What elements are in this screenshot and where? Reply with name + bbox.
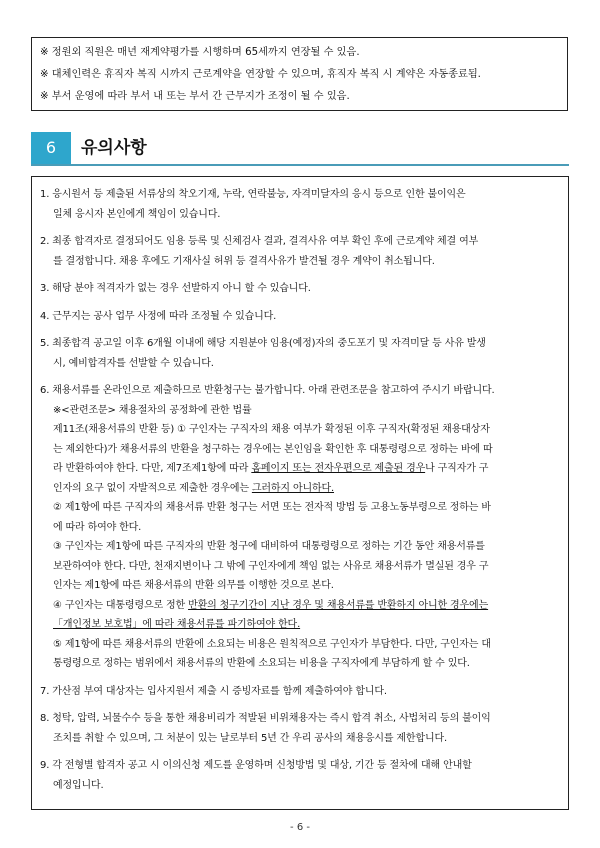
caution-item-4: 4. 근무지는 공사 업무 사정에 따라 조정될 수 있습니다.: [40, 310, 277, 322]
underlined-text: 그러하지 아니하다.: [251, 482, 335, 494]
underlined-text: 「개인정보 보호법」에 따라 채용서류를 파기하여야 한다.: [53, 619, 301, 630]
law-clause-2: ② 제1항에 따른 구직자의 채용서류 반환 청구는 서면 또는 전자적 방법 등 고용노동부령으로 정하는 바 에 따라 하여야 한다.: [53, 502, 491, 533]
caution-item-5: 5. 최종합격 공고일 이후 6개월 이내에 해당 지원분야 임용(예정)자의 중도포기 및 자격미달 등 사유 발생 시, 예비합격자를 선발할 수 있습니다.: [40, 338, 486, 369]
law-title: ※<관련조문> 채용절차의 공정화에 관한 법률: [53, 404, 252, 416]
item-6-intro: 6. 채용서류를 온라인으로 제출하므로 반환청구는 불가합니다. 아래 관련조문을 참고하여 주시기 바랍니다.: [40, 385, 495, 396]
section-header: [31, 132, 569, 166]
law-clause-1: 제11조(채용서류의 반환 등) ① 구인자는 구직자의 채용 여부가 확정된 이후 구직자(확정된 채용대상자 는 제외한다)가 채용서류의 반환을 청구하는 경우에는 본인임을 확인한 후 대통령령으로 정하는 바에 따 라 반환하여야 한다. 다만, 제7조제1항에 따라 홈페이지 또는 전자우편으로 제출된 경우나 구직자가 구 인자의 요구 없이 자발적으로 제출한 경우에는 그러하지 아니하다.: [53, 424, 493, 494]
underlined-text: 홈페이지 또는 전자우편으로 제출된 경우: [251, 463, 426, 474]
caution-item-8: 8. 청탁, 압력, 뇌물수수 등을 통한 채용비리가 적발된 비위채용자는 즉시 합격 취소, 사법처리 등의 불이익 조치를 취할 수 있으며, 그 처분이 있는 날로부터 5년 간 우리 공사의 채용응시를 제한합니다.: [40, 713, 491, 744]
note-line: ※ 대체인력은 휴직자 복직 시까지 근로계약을 연장할 수 있으며, 휴직자 복직 시 계약은 자동종료됨.: [40, 69, 481, 80]
section-title: 유의사항: [81, 138, 147, 158]
note-line: ※ 부서 운영에 따라 부서 내 또는 부서 간 근무지가 조정이 될 수 있음.: [40, 91, 350, 102]
underlined-text: 반환의 청구기간이 지난 경우 및 채용서류를 반환하지 아니한 경우에는: [188, 599, 489, 611]
section-divider: [31, 164, 569, 166]
caution-item-6: [40, 381, 558, 674]
law-clause-4: ④ 구인자는 대통령령으로 정한 반환의 청구기간이 지난 경우 및 채용서류를 반환하지 아니한 경우에는 「개인정보 보호법」에 따라 채용서류를 파기하여야 한다.: [53, 599, 489, 630]
caution-item-9: 9. 각 전형별 합격자 공고 시 이의신청 제도를 운영하며 신청방법 및 대상, 기간 등 절차에 대해 안내할 예정입니다.: [40, 760, 472, 791]
section-number: 6: [31, 132, 71, 164]
notes-box: [31, 37, 568, 111]
cautions-box: [31, 176, 569, 810]
law-clause-3: ③ 구인자는 제1항에 따른 구직자의 반환 청구에 대비하여 대통령령으로 정하는 기간 동안 채용서류를 보관하여야 한다. 다만, 천재지변이나 그 밖에 구인자에게 책임 없는 사유로 채용서류가 멸실된 경우 구 인자는 제1항에 따른 채용서류의 반환 의무를 이행한 것으로 본다.: [53, 541, 489, 591]
caution-item-1: 1. 응시원서 등 제출된 서류상의 착오기재, 누락, 연락불능, 자격미달자의 응시 등으로 인한 불이익은 일체 응시자 본인에게 책임이 있습니다.: [40, 189, 466, 220]
caution-item-2: 2. 최종 합격자로 결정되어도 임용 등록 및 신체검사 결과, 결격사유 여부 확인 후에 근로계약 체결 여부 를 결정합니다. 채용 후에도 기재사실 허위 등 결격사유가 발견될 경우 계약이 취소됩니다.: [40, 236, 479, 267]
page-number: - 6 -: [290, 822, 310, 833]
note-line: ※ 정원외 직원은 매년 재계약평가를 시행하며 65세까지 연장될 수 있음.: [40, 47, 360, 58]
law-clause-5: ⑤ 제1항에 따른 채용서류의 반환에 소요되는 비용은 원칙적으로 구인자가 부담한다. 다만, 구인자는 대 통령령으로 정하는 범위에서 채용서류의 반환에 소요되는 비용을 구직자에게 부담하게 할 수 있다.: [53, 638, 491, 669]
caution-item-3: 3. 해당 분야 적격자가 없는 경우 선발하지 아니 할 수 있습니다.: [40, 283, 311, 294]
caution-item-7: 7. 가산점 부여 대상자는 입사지원서 제출 시 증빙자료를 함께 제출하여야 합니다.: [40, 685, 387, 697]
